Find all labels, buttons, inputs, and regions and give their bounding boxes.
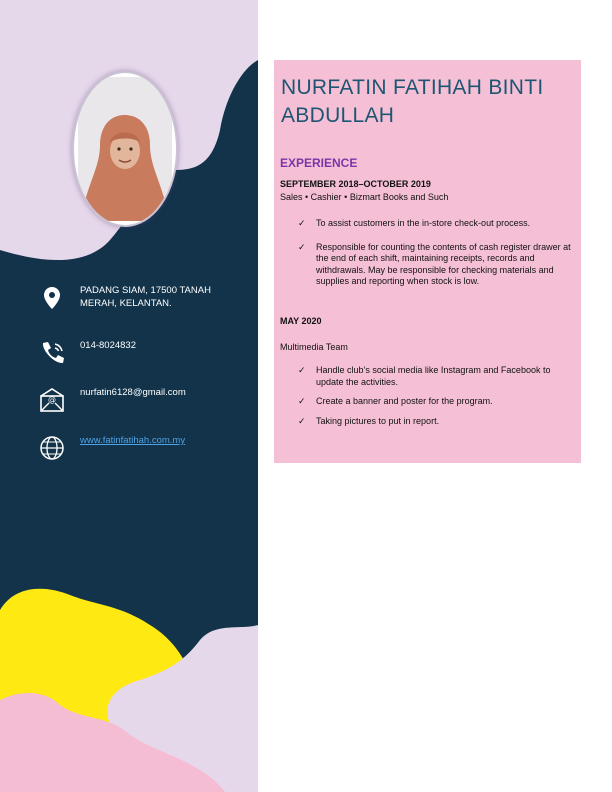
list-item: ✓ Responsible for counting the contents of cash register drawer at the end of each shift, maintaining receipts, records and withdrawals. May be responsible for checking materials and supplies and reporting when stock is low. bbox=[298, 241, 571, 286]
phone-icon bbox=[38, 339, 66, 367]
job-1-date: SEPTEMBER 2018–OCTOBER 2019 bbox=[280, 179, 431, 189]
job-1-bullets bbox=[298, 218, 576, 288]
envelope-at-icon bbox=[38, 386, 66, 414]
phone-text: 014-8024832 bbox=[80, 340, 136, 351]
profile-portrait bbox=[78, 77, 172, 221]
job-2-date: MAY 2020 bbox=[280, 316, 322, 326]
job-2-bullets bbox=[298, 365, 576, 427]
address-text: PADANG SIAM, 17500 TANAH MERAH, KELANTAN. bbox=[80, 285, 211, 309]
map-pin-icon bbox=[38, 284, 66, 312]
check-icon: ✓ bbox=[298, 241, 306, 252]
check-icon: ✓ bbox=[298, 365, 306, 375]
experience-card bbox=[274, 60, 581, 463]
list-item: ✓ Handle club’s social media like Instagram and Facebook to update the activities. bbox=[298, 365, 551, 387]
check-icon: ✓ bbox=[298, 218, 306, 228]
list-item: ✓ Create a banner and poster for the program. bbox=[298, 396, 493, 406]
list-item: ✓ Taking pictures to put in report. bbox=[298, 415, 440, 426]
profile-photo bbox=[72, 71, 178, 227]
website-link[interactable]: www.fatinfatihah.com.my bbox=[80, 435, 186, 446]
list-item: ✓ To assist customers in the in-store check-out process. bbox=[298, 218, 531, 228]
experience-heading: EXPERIENCE bbox=[280, 156, 358, 170]
check-icon: ✓ bbox=[298, 396, 306, 406]
svg-text:@: @ bbox=[48, 395, 56, 404]
email-text: nurfatin6128@gmail.com bbox=[80, 387, 186, 398]
job-1-role: Sales • Cashier • Bizmart Books and Such bbox=[280, 192, 449, 202]
profile-name: NURFATIN FATIHAH BINTI ABDULLAH bbox=[281, 76, 544, 127]
check-icon: ✓ bbox=[298, 415, 306, 426]
job-2-role: Multimedia Team bbox=[280, 342, 348, 352]
globe-icon bbox=[38, 434, 66, 462]
